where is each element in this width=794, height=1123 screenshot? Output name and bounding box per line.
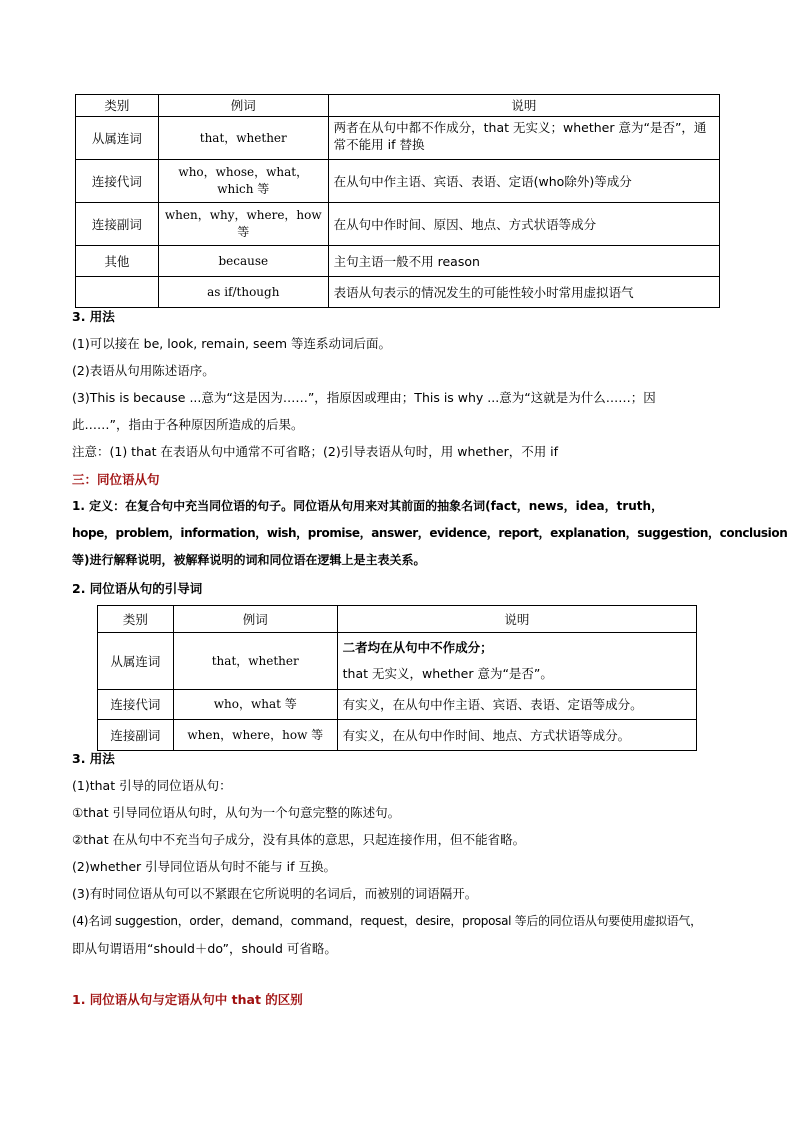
table-row [76,160,720,203]
row-description: 两者在从句中都不作成分，that 无实义；whether 意为“是否”，通常不能用 if 替换 [328,117,719,160]
row-example: when，why，where，how 等 [158,203,328,246]
table-header-row [76,95,720,117]
section-title: 三：同位语从句 [72,472,160,487]
sub-heading: 2. 同位语从句的引导词 [72,581,203,596]
row-example: that，whether [173,633,337,690]
header-category: 类别 [76,95,159,117]
appositive-clause-table [97,605,697,751]
usage-item: (4)名词 suggestion，order，demand，command，request，desire，proposal 等后的同位语从句要使用虚拟语气， [72,914,702,928]
row-description-line: 二者均在从句中不作成分； [342,640,493,655]
row-category: 连接副词 [98,720,174,751]
row-category: 连接代词 [98,690,174,720]
row-description: 主句主语一般不用 reason [328,246,719,277]
row-category: 其他 [76,246,159,277]
row-category: 从属连词 [76,117,159,160]
definition-line: 等)进行解释说明，被解释说明的词和同位语在逻辑上是主表关系。 [72,553,426,567]
row-example: that，whether [158,117,328,160]
row-description: 表语从句表示的情况发生的可能性较小时常用虚拟语气 [328,277,719,308]
usage-item: (3)This is because ...意为“这是因为……”，指原因或理由；This is why ...意为“这就是为什么……；因 [72,390,656,405]
table-header-row [98,606,697,633]
row-category [76,277,159,308]
table-row [76,277,720,308]
usage-item: 即从句谓语用“should＋do”，should 可省略。 [72,941,337,956]
predicative-clause-table [75,94,720,308]
row-example: who，what 等 [173,690,337,720]
header-example: 例词 [173,606,337,633]
row-example: who，whose，what，which 等 [158,160,328,203]
usage-item: ①that 引导同位语从句时，从句为一个句意完整的陈述句。 [72,805,401,820]
row-category: 连接代词 [76,160,159,203]
row-description-line: that 无实义，whether 意为“是否”。 [342,666,553,681]
row-description [337,633,696,690]
usage-item: (2)whether 引导同位语从句时不能与 if 互换。 [72,859,336,874]
row-example: when，where，how 等 [173,720,337,751]
definition-line: hope，problem，information，wish，promise，answer，evidence，report，explanation，suggestion，conclusion [72,526,788,540]
usage-item: (3)有时同位语从句可以不紧跟在它所说明的名词后，而被别的词语隔开。 [72,886,478,901]
table-row [98,633,697,690]
usage-item: (2)表语从句用陈述语序。 [72,363,215,378]
row-example: as if/though [158,277,328,308]
row-description: 在从句中作主语、宾语、表语、定语(who除外)等成分 [328,160,719,203]
row-description: 在从句中作时间、原因、地点、方式状语等成分 [328,203,719,246]
usage-heading: 3. 用法 [72,751,115,766]
table-row [98,690,697,720]
header-category: 类别 [98,606,174,633]
table-row [76,203,720,246]
row-category: 连接副词 [76,203,159,246]
footer-heading: 1. 同位语从句与定语从句中 that 的区别 [72,992,303,1007]
row-description: 有实义，在从句中作主语、宾语、表语、定语等成分。 [337,690,696,720]
usage-note: 注意：(1) that 在表语从句中通常不可省略；(2)引导表语从句时，用 whether，不用 if [72,444,559,459]
row-category: 从属连词 [98,633,174,690]
usage-item: ②that 在从句中不充当句子成分，没有具体的意思，只起连接作用，但不能省略。 [72,832,526,847]
table-row [76,246,720,277]
definition-line: 1. 定义：在复合句中充当同位语的句子。同位语从句用来对其前面的抽象名词(fact，news，idea，truth， [72,499,664,513]
usage-item: 此……”，指由于各种原因所造成的后果。 [72,417,304,432]
row-example: because [158,246,328,277]
usage-item: (1)that 引导的同位语从句： [72,778,232,793]
usage-item: (1)可以接在 be, look, remain, seem 等连系动词后面。 [72,336,391,351]
row-description: 有实义，在从句中作时间、地点、方式状语等成分。 [337,720,696,751]
header-example: 例词 [158,95,328,117]
usage-heading: 3. 用法 [72,309,115,324]
table-row [76,117,720,160]
header-description: 说明 [337,606,696,633]
table-row [98,720,697,751]
header-description: 说明 [328,95,719,117]
